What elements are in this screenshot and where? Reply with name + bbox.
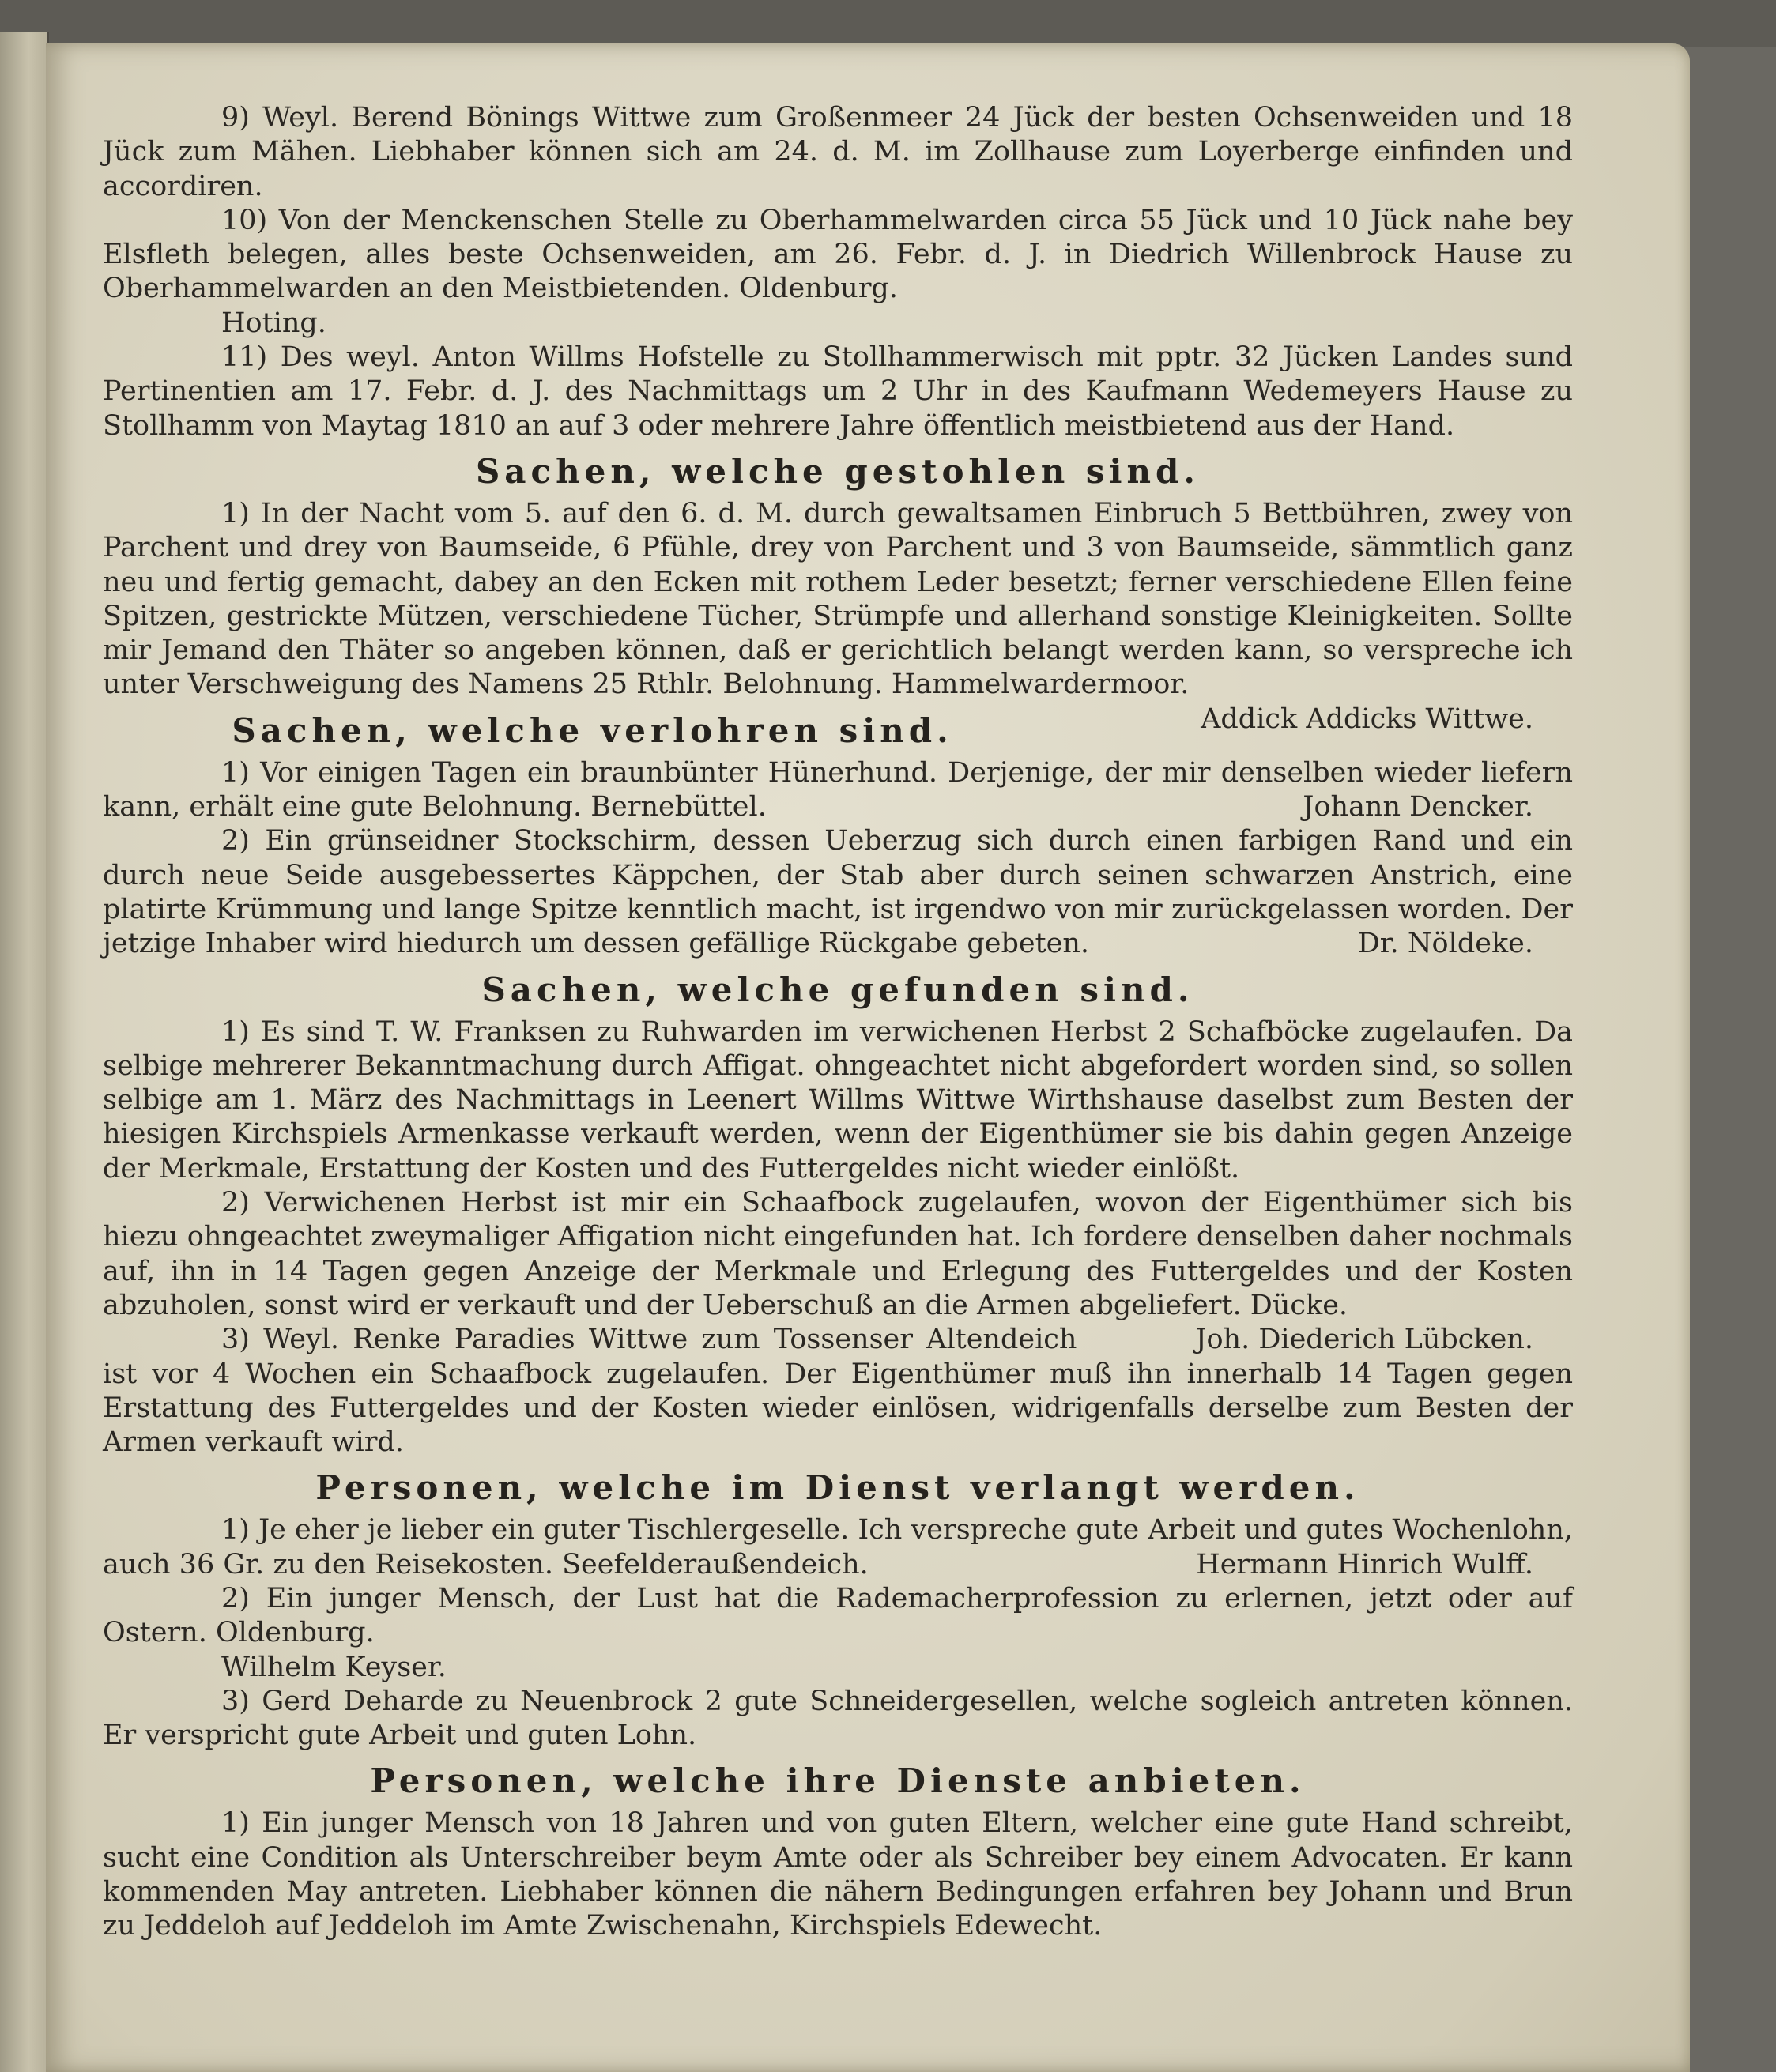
- notice-found-1: 1) Es sind T. W. Franksen zu Ruhwarden im verwichenen Herbst 2 Schafböcke zugelaufen. Da selbige mehrerer Bekanntmachung durch Affigat. ohngeachtet nicht abgefordert worden sind, so sollen selbige am 1. März des Nachmittags in Leenert Willms Wittwe Wirthshause daselbst zum Besten der hiesigen Kirchspiels Armenkasse verkauft werden, wenn der Eigenthümer sie bis dahin gegen Anzeige der Merkmale, Erstattung der Kosten und des Futtergeldes nicht wieder einlößt.: [103, 1015, 1573, 1185]
- notice-lost-2: 2) Ein grünseidner Stockschirm, dessen Ueberzug sich durch einen farbigen Rand und ein durch neue Seide ausgebessertes Käppchen, der Stab aber durch seinen schwarzen Anstrich, eine platirte Krümmung und lange Spitze kenntlich macht, ist irgendwo von mir zurückgelassen worden. Der jetzige Inhaber wird hiedurch um dessen gefällige Rückgabe gebeten. Dr. Nöldeke.: [103, 824, 1573, 961]
- notice-10-oberhammelwarden: 10) Von der Menckenschen Stelle zu Oberhammelwarden circa 55 Jück und 10 Jück nahe bey Elsfleth belegen, alles beste Ochsenweiden, am 26. Febr. d. J. in Diedrich Willenbrock Hause zu Oberhammelwarden an den Meistbietenden. Oldenburg. Hoting.: [103, 204, 1573, 341]
- notice-wanted-2: 2) Ein junger Mensch, der Lust hat die Rademacherprofession zu erlernen, jetzt oder auf Ostern. Oldenburg. Wilhelm Keyser.: [103, 1582, 1573, 1685]
- facing-page-edge: [0, 32, 49, 2072]
- section-heading-wanted: Personen, welche im Dienst verlangt werden.: [315, 1468, 1360, 1508]
- notice-offered-1: 1) Ein junger Mensch von 18 Jahren und von guten Eltern, welcher eine gute Hand schreibt, sucht eine Condition als Unterschreiber beym Amte oder als Schreiber bey einem Advocaten. Er kann kommenden May antreten. Liebhaber können die nähern Bedingungen erfahren bey Johann und Brun zu Jeddeloh auf Jeddeloh im Amte Zwischenahn, Kirchspiels Edewecht.: [103, 1807, 1573, 1942]
- notice-wanted-1: 1) Je eher je lieber ein guter Tischlergeselle. Ich verspreche gute Arbeit und gutes Wochenlohn, auch 36 Gr. zu den Reisekosten. Seefelderaußendeich. Hermann Hinrich Wulff.: [103, 1513, 1573, 1582]
- notice-lost-1: 1) Vor einigen Tagen ein braunbünter Hünerhund. Derjenige, der mir denselben wieder liefern kann, erhält eine gute Belohnung. Bernebüttel. Johann Dencker.: [103, 756, 1573, 825]
- notice-found-3: 3) Weyl. Renke Paradies Wittwe zum Tossenser Altendeich ist vor 4 Wochen ein Schaafbock zugelaufen. Der Eigenthümer muß ihn innerhalb 14 Tagen gegen Erstattung des Futtergeldes und der Kosten wieder einlösen, widrigenfalls derselbe zum Besten der Armen verkauft wird.: [103, 1324, 1573, 1459]
- notice-stolen-1: 1) In der Nacht vom 5. auf den 6. d. M. durch gewaltsamen Einbruch 5 Bettbühren, zwey von Parchent und drey von Baumseide, 6 Pfühle, drey von Parchent und 3 von Baumseide, sämmtlich ganz neu und fertig gemacht, dabey an den Ecken mit rothem Leder besetzt; ferner verschiedene Ellen feine Spitzen, gestrickte Mützen, verschiedene Tücher, Strümpfe und allerhand sonstige Kleinigkeiten. Sollte mir Jemand den Thäter so angeben können, daß er gerichtlich belangt werden kann, so verspreche ich unter Verschweigung des Namens 25 Rthlr. Belohnung. Hammelwardermoor. Addick Addicks Wittwe.: [103, 497, 1573, 703]
- signature: Hermann Hinrich Wulff.: [1196, 1548, 1533, 1580]
- notice-column: [103, 101, 1573, 1944]
- notice-wanted-3: 3) Gerd Deharde zu Neuenbrock 2 gute Schneidergesellen, welche sogleich antreten können. Er verspricht gute Arbeit und guten Lohn.: [103, 1685, 1573, 1752]
- scan-backdrop: [0, 0, 1776, 47]
- section-heading-lost: Sachen, welche verlohren sind.: [232, 710, 953, 750]
- section-heading-stolen: Sachen, welche gestohlen sind.: [475, 451, 1201, 491]
- section-heading-found: Sachen, welche gefunden sind.: [481, 970, 1194, 1009]
- notice-found-2: 2) Verwichenen Herbst ist mir ein Schaafbock zugelaufen, wovon der Eigenthümer sich bis hiezu ohngeachtet zweymaliger Affigation nicht eingefunden hat. Ich fordere denselben daher nochmals auf, ihn in 14 Tagen gegen Anzeige der Merkmale und Erlegung des Futtergeldes und der Kosten abzuholen, sonst wird er verkauft und der Ueberschuß an die Armen abgeliefert. Dücke. Joh. Diederich Lübcken.: [103, 1186, 1573, 1323]
- signature: Wilhelm Keyser.: [221, 1651, 447, 1683]
- signature: Hoting.: [221, 307, 326, 339]
- signature: Addick Addicks Wittwe.: [1201, 703, 1533, 735]
- section-heading-offered: Personen, welche ihre Dienste anbieten.: [370, 1761, 1306, 1801]
- signature: Dr. Nöldeke.: [1357, 928, 1533, 960]
- signature: Johann Dencker.: [1303, 791, 1533, 823]
- notice-9-grossenmeer: 9) Weyl. Berend Bönings Wittwe zum Großenmeer 24 Jück der besten Ochsenweiden und 18 Jück zum Mähen. Liebhaber können sich am 24. d. M. im Zollhause zum Loyerberge einfinden und accordiren.: [103, 102, 1573, 202]
- notice-11-stollhammerwisch: 11) Des weyl. Anton Willms Hofstelle zu Stollhammerwisch mit pptr. 32 Jücken Landes sund Pertinentien am 17. Febr. d. J. des Nachmittags um 2 Uhr in des Kaufmann Wedemeyers Hause zu Stollhamm von Maytag 1810 an auf 3 oder mehrere Jahre öffentlich meistbietend aus der Hand.: [103, 341, 1573, 442]
- signature: Joh. Diederich Lübcken.: [1195, 1324, 1533, 1356]
